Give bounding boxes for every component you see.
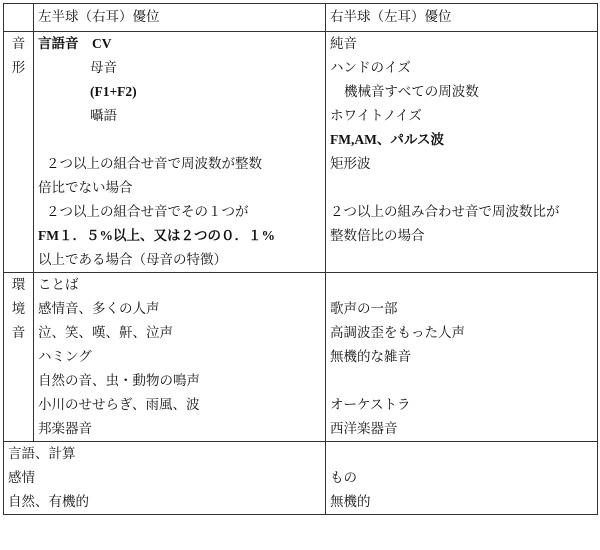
list-item: 囁語	[90, 108, 117, 124]
category-char: 環	[11, 277, 26, 293]
list-item: 言語音 CV	[38, 36, 112, 51]
list-item: 機械音すべての周波数	[344, 84, 479, 100]
list-item: ２つ以上の組み合わせ音で周波数比が	[330, 204, 560, 220]
category-char: 形	[11, 60, 26, 76]
list-item	[38, 128, 321, 152]
list-item: 高調波歪をもった人声	[330, 325, 465, 341]
category-environmental-sound	[4, 273, 34, 442]
list-item: 純音	[330, 36, 357, 52]
list-item: ことば	[38, 277, 79, 293]
list-item: 母音	[90, 60, 117, 76]
header-left-dominance: 左半球（右耳）優位	[34, 4, 326, 32]
left-list-sound-form	[34, 32, 326, 273]
list-item: FM１．５%以上、又は２つの０．１%	[38, 228, 275, 243]
list-item	[330, 248, 593, 272]
left-list-environmental	[34, 273, 326, 442]
summary-item: 無機的	[330, 494, 371, 510]
summary-item: 感情	[8, 470, 35, 486]
list-item: ハンドのイズ	[330, 60, 411, 76]
list-item: 矩形波	[330, 156, 371, 172]
summary-item: 自然、有機的	[8, 494, 89, 510]
list-item: 整数倍比の場合	[330, 228, 425, 244]
list-item: ２つ以上の組合せ音でその１つが	[46, 204, 249, 220]
header-right-dominance: 右半球（左耳）優位	[326, 4, 598, 32]
list-item	[330, 176, 593, 200]
list-item: 邦楽器音	[38, 421, 92, 437]
summary-item: もの	[330, 470, 357, 486]
list-item: オーケストラ	[330, 397, 411, 413]
summary-left	[4, 442, 326, 515]
category-char: 音	[11, 36, 26, 52]
list-item: 自然の音、虫・動物の鳴声	[38, 373, 200, 389]
header-row	[4, 4, 598, 32]
list-item: (F1+F2)	[90, 84, 137, 99]
category-char: 境	[11, 301, 26, 317]
right-list-environmental	[326, 273, 598, 442]
category-char: 音	[11, 325, 26, 341]
summary-row	[4, 442, 598, 515]
summary-right	[326, 442, 598, 515]
category-sound-form	[4, 32, 34, 273]
list-item: ２つ以上の組合せ音で周波数が整数	[46, 156, 262, 172]
summary-item	[330, 442, 593, 466]
list-item: 倍比でない場合	[38, 180, 133, 196]
list-item: 以上である場合（母音の特徴）	[38, 252, 227, 268]
list-item: 歌声の一部	[330, 301, 398, 317]
hemisphere-dominance-table	[3, 3, 598, 515]
list-item: 泣、笑、嘆、鼾、泣声	[38, 325, 173, 341]
right-list-sound-form	[326, 32, 598, 273]
section-sound-form	[4, 32, 598, 273]
list-item	[330, 369, 593, 393]
list-item: ホワイトノイズ	[330, 108, 422, 124]
list-item: 西洋楽器音	[330, 421, 398, 437]
list-item: 小川のせせらぎ、雨風、波	[38, 397, 200, 413]
section-environmental-sound	[4, 273, 598, 442]
corner-cell	[4, 4, 34, 32]
list-item: 無機的な雑音	[330, 349, 411, 365]
summary-item: 言語、計算	[8, 446, 76, 462]
list-item: FM,AM、パルス波	[330, 132, 444, 147]
list-item	[330, 273, 593, 297]
list-item: ハミング	[38, 349, 92, 365]
list-item: 感情音、多くの人声	[38, 301, 160, 317]
